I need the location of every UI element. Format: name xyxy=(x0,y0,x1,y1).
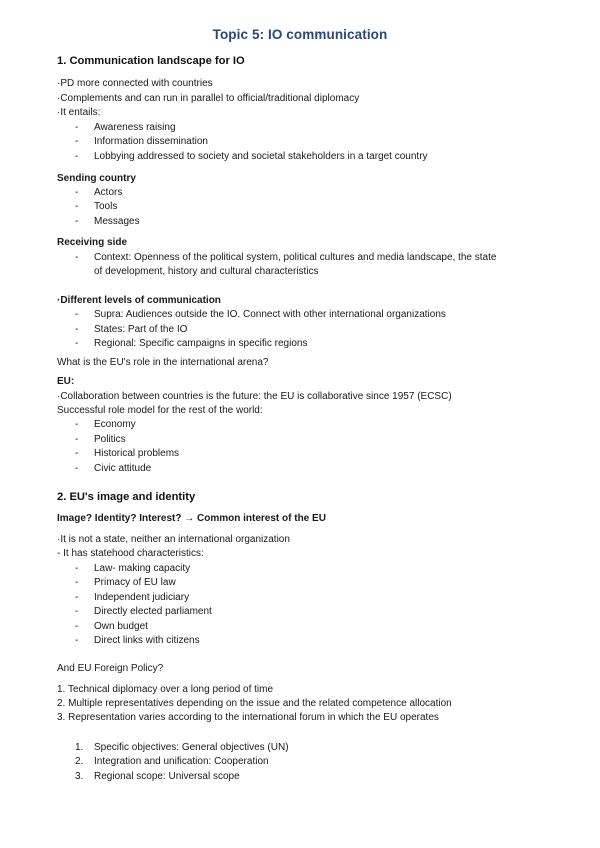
bullet-dash: - xyxy=(75,201,79,212)
bullet-dash: - xyxy=(75,635,79,646)
bullet-dash: - xyxy=(75,448,79,459)
list-item: Directly elected parliament xyxy=(94,606,212,617)
question-line: What is the EU's role in the international arena? xyxy=(57,357,269,368)
bullet-dash: - xyxy=(75,324,79,335)
bullet-dash: - xyxy=(75,151,79,162)
sending-heading: Sending country xyxy=(57,173,136,184)
bullet-dash: - xyxy=(75,216,79,227)
numbered-marker: 2. xyxy=(75,756,84,767)
section-2-heading: 2. EU's image and identity xyxy=(57,491,196,503)
list-item: Law- making capacity xyxy=(94,563,191,574)
bullet-dash: - xyxy=(75,309,79,320)
s2-line: ·It is not a state, neither an international organization xyxy=(57,534,290,545)
list-item-continuation: of development, history and cultural characteristics xyxy=(94,266,319,277)
bullet-dash: - xyxy=(75,434,79,445)
list-item: Information dissemination xyxy=(94,136,208,147)
list-item: Direct links with citizens xyxy=(94,635,200,646)
levels-heading: ·Different levels of communication xyxy=(57,295,221,306)
bullet-dash: - xyxy=(75,419,79,430)
intro-line: ·PD more connected with countries xyxy=(57,78,213,89)
bullet-dash: - xyxy=(75,563,79,574)
list-item: States: Part of the IO xyxy=(94,324,188,335)
numbered-item: Regional scope: Universal scope xyxy=(94,771,240,782)
list-item: Primacy of EU law xyxy=(94,577,176,588)
list-item: Tools xyxy=(94,201,118,212)
bullet-dash: - xyxy=(75,252,79,263)
foreign-policy-question: And EU Foreign Policy? xyxy=(57,663,164,674)
bullet-dash: - xyxy=(75,187,79,198)
bullet-dash: - xyxy=(75,606,79,617)
bullet-dash: - xyxy=(75,592,79,603)
bullet-dash: - xyxy=(75,463,79,474)
point-line: 1. Technical diplomacy over a long period of time xyxy=(57,684,274,695)
numbered-item: Specific objectives: General objectives (UN) xyxy=(94,742,289,753)
eu-line: ·Collaboration between countries is the future: the EU is collaborative since 1957 (ECSC) xyxy=(57,391,452,402)
numbered-marker: 3. xyxy=(75,771,84,782)
list-item: Regional: Specific campaigns in specific regions xyxy=(94,338,308,349)
s2-line: - It has statehood characteristics: xyxy=(57,548,204,559)
list-item: Civic attitude xyxy=(94,463,152,474)
intro-line: ·It entails: xyxy=(57,107,101,118)
point-line: 2. Multiple representatives depending on the issue and the related competence allocation xyxy=(57,698,452,709)
bullet-dash: - xyxy=(75,122,79,133)
bullet-dash: - xyxy=(75,338,79,349)
eu-line: Successful role model for the rest of the world: xyxy=(57,405,263,416)
section-1-heading: 1. Communication landscape for IO xyxy=(57,55,245,67)
list-item: Context: Openness of the political system, political cultures and media landscape, the state xyxy=(94,252,497,263)
list-item: Lobbying addressed to society and societal stakeholders in a target country xyxy=(94,151,428,162)
eu-heading: EU: xyxy=(57,376,75,387)
list-item: Politics xyxy=(94,434,126,445)
list-item: Independent judiciary xyxy=(94,592,190,603)
bullet-dash: - xyxy=(75,621,79,632)
page-title: Topic 5: IO communication xyxy=(212,27,388,42)
intro-line: ·Complements and can run in parallel to official/traditional diplomacy xyxy=(57,93,360,104)
bullet-dash: - xyxy=(75,577,79,588)
list-item: Actors xyxy=(94,187,123,198)
list-item: Awareness raising xyxy=(94,122,176,133)
point-line: 3. Representation varies according to the international forum in which the EU operates xyxy=(57,712,439,723)
list-item: Own budget xyxy=(94,621,148,632)
list-item: Economy xyxy=(94,419,136,430)
bullet-dash: - xyxy=(75,136,79,147)
receiving-heading: Receiving side xyxy=(57,237,128,248)
list-item: Messages xyxy=(94,216,140,227)
numbered-item: Integration and unification: Cooperation xyxy=(94,756,269,767)
list-item: Historical problems xyxy=(94,448,180,459)
section-2-subheading: Image? Identity? Interest? → Common interest of the EU xyxy=(57,513,326,524)
numbered-marker: 1. xyxy=(75,742,84,753)
list-item: Supra: Audiences outside the IO. Connect with other international organizations xyxy=(94,309,446,320)
